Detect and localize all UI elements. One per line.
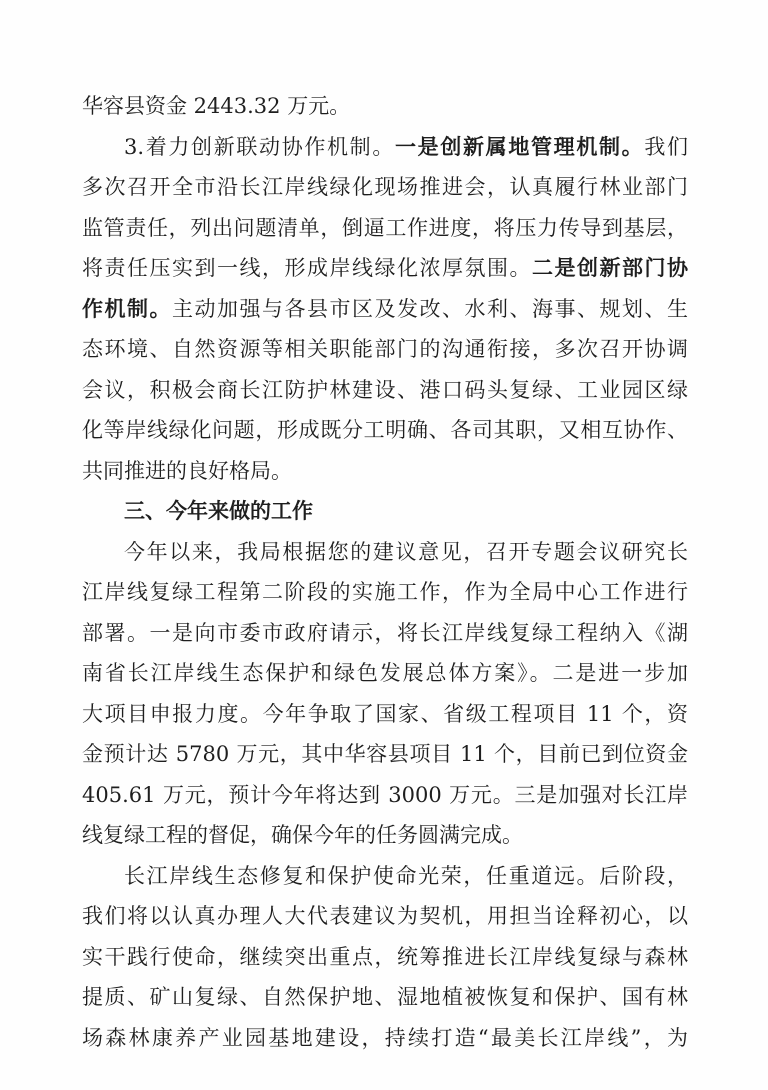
section-heading <box>82 491 688 532</box>
text-segment: 长江岸线生态修复和保护使命光荣，任重道远。后阶段， <box>124 863 688 888</box>
text-line <box>82 451 688 492</box>
text-line <box>82 289 688 330</box>
text-line <box>82 694 688 735</box>
text-segment: 金预计达 5780 万元，其中华容县项目 11 个，目前已到位资金 <box>82 742 688 766</box>
text-segment: 将责任压实到一线，形成岸线绿化浓厚氛围。 <box>82 256 532 280</box>
text-segment: 线复绿工程的督促，确保今年的任务圆满完成。 <box>82 823 523 847</box>
text-line <box>82 896 688 937</box>
text-line <box>82 329 688 370</box>
text-segment: 今年以来，我局根据您的建议意见，召开专题会议研究长 <box>124 539 688 564</box>
text-segment: 主动加强与各县市区及发改、水利、海事、规划、生 <box>172 296 688 321</box>
text-line <box>82 127 688 168</box>
text-line <box>82 937 688 978</box>
text-segment: 会议，积极会商长江防护林建设、港口码头复绿、工业园区绿 <box>82 377 688 402</box>
text-line <box>82 977 688 1018</box>
text-segment: 南省长江岸线生态保护和绿色发展总体方案》。二是进一步加 <box>82 661 688 685</box>
text-segment: 场森林康养产业园基地建设，持续打造“最美长江岸线”，为 <box>82 1025 688 1050</box>
text-line <box>82 208 688 249</box>
text-segment: 共同推进的良好格局。 <box>82 458 292 483</box>
text-line <box>82 86 688 127</box>
bold-phrase: 作机制。 <box>82 295 172 321</box>
text-segment: 华容县资金 2443.32 万元。 <box>82 94 351 118</box>
text-segment: 态环境、自然资源等相关职能部门的沟通衔接，多次召开协调 <box>82 337 688 361</box>
text-segment: 多次召开全市沿长江岸线绿化现场推进会，认真履行林业部门 <box>82 175 688 199</box>
bold-phrase: 一是创新属地管理机制。 <box>395 133 645 159</box>
text-line <box>82 248 688 289</box>
text-line <box>82 572 688 613</box>
text-segment: 部署。一是向市委市政府请示，将长江岸线复绿工程纳入《湖 <box>82 620 688 645</box>
text-line <box>82 167 688 208</box>
text-line <box>82 370 688 411</box>
text-segment: 我们将以认真办理人大代表建议为契机，用担当诠释初心，以 <box>82 904 688 928</box>
text-segment: 实干践行使命，继续突出重点，统筹推进长江岸线复绿与森林 <box>82 944 688 969</box>
text-line <box>82 815 688 856</box>
text-line <box>82 410 688 451</box>
body-text <box>82 86 688 1058</box>
text-segment: 我们 <box>644 134 688 159</box>
text-segment: 提质、矿山复绿、自然保护地、湿地植被恢复和保护、国有林 <box>82 985 688 1009</box>
text-segment: 化等岸线绿化问题，形成既分工明确、各司其职，又相互协作、 <box>82 418 688 442</box>
text-segment: 江岸线复绿工程第二阶段的实施工作，作为全局中心工作进行 <box>82 580 688 604</box>
text-segment: 监管责任，列出问题清单，倒逼工作进度，将压力传导到基层， <box>82 215 688 240</box>
text-line <box>82 1018 688 1059</box>
bold-phrase: 二是创新部门协 <box>532 255 688 280</box>
text-segment: 405.61 万元，预计今年将达到 3000 万元。三是加强对长江岸 <box>82 782 688 807</box>
text-line <box>82 775 688 816</box>
text-line <box>82 613 688 654</box>
text-line <box>82 856 688 897</box>
text-line <box>82 532 688 573</box>
text-line <box>82 653 688 694</box>
text-segment: 大项目申报力度。今年争取了国家、省级工程项目 11 个，资 <box>82 701 688 726</box>
text-segment: 三、今年来做的工作 <box>124 499 313 523</box>
text-line <box>82 734 688 775</box>
text-segment: 3.着力创新联动协作机制。 <box>124 134 396 159</box>
